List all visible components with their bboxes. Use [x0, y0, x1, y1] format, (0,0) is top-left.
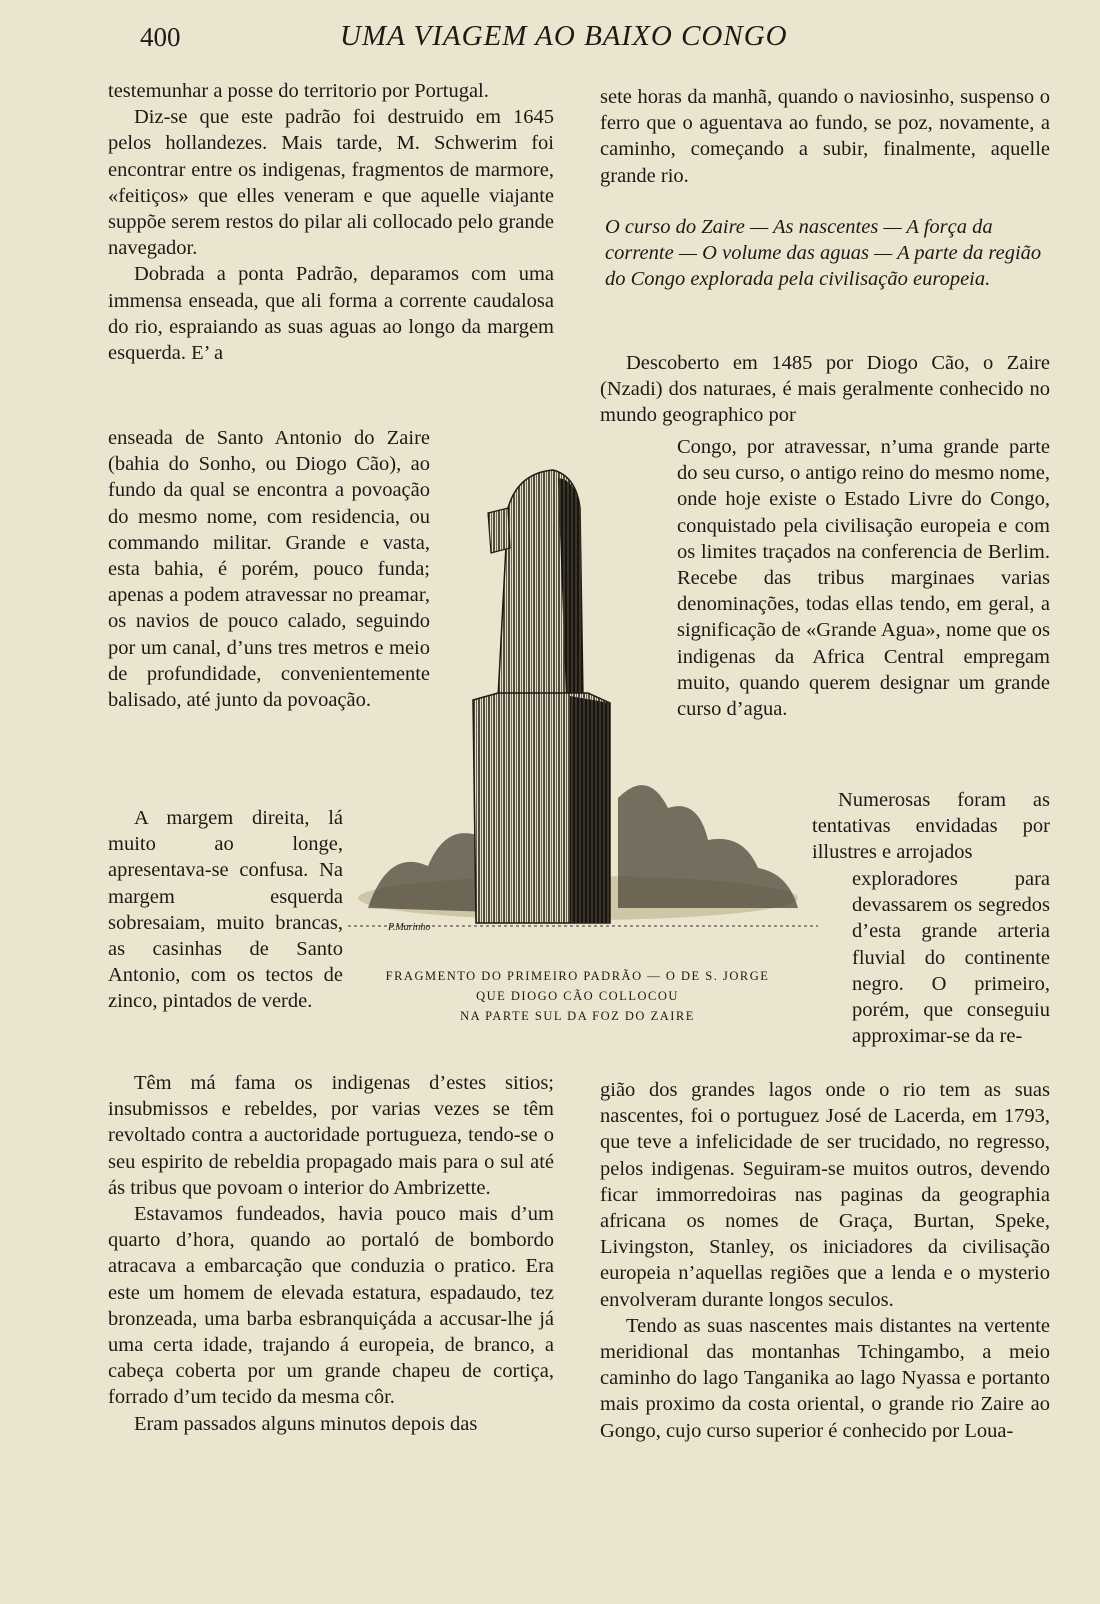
paragraph: A margem direita, lá muito ao longe, apresentava-se confusa. Na margem esquerda sobresaiam, muito brancas, as casinhas de Santo Antonio, com os tectos de zinco, pintados de verde. — [108, 807, 343, 1013]
paragraph: Estavamos fundeados, havia pouco mais d’um quarto d’hora, quando ao portaló de bombordo atracava a embarcação que conduzia o pratico. Era este um homem de elevada estatura, espadaudo, tez bronzeada, uma barba esbranquiçáda a accusar-lhe já uma certa idade, trajando á europeia, de branco, a cabeça coberta por um grande chapeu de cortiça, forrado d’um tecido da mesma côr. — [108, 1203, 554, 1409]
right-column-top — [600, 84, 1050, 189]
pillar-chipped-top — [488, 508, 510, 553]
pillar-engraving — [348, 468, 828, 946]
paragraph: Congo, por atravessar, n’uma grande parte do seu curso, o antigo reino do mesmo nome, onde hoje existe o Estado Livre do Congo, conquistado pela civilisação europeia e com os limites traçados na conferencia de Berlim. Recebe das tribus marginaes varias denominações, todas ellas tendo, em geral, a significação de «Grande Agua», nome que os indigenas da Africa Central empregam muito, quando querem designar um grande curso d’agua. — [677, 436, 1050, 721]
figure-caption — [340, 966, 815, 1026]
section-heading: O curso do Zaire — As nascentes — A força da corrente — O volume das aguas — A parte da região do Congo explorada pela civilisação europeia. — [605, 216, 1042, 291]
paragraph: Eram passados alguns minutos depois das — [134, 1412, 478, 1435]
paragraph: Diz-se que este padrão foi destruido em 1645 pelos hollandezes. Mais tarde, M. Schwerim foi encontrar entre os indigenas, fragmentos de marmore, «feitiços» que elles veneram e que aquelle viajante suppõe serem restos do pilar ali collocado pelo grande navegador. — [108, 106, 554, 260]
left-column-bottom — [108, 1070, 554, 1437]
caption-line: FRAGMENTO DO PRIMEIRO PADRÃO — O DE S. JORGE — [385, 969, 770, 983]
paragraph: Tendo as suas nascentes mais distantes na vertente meridional das montanhas Tchingambo, a meio caminho do lago Tanganika ao lago Nyassa e portanto mais proximo da costa oriental, o grande rio Zaire ao Gongo, cujo curso superior é conhecido por Loua- — [600, 1314, 1050, 1442]
paragraph: testemunhar a posse do territorio por Portugal. — [108, 80, 489, 102]
right-column-bottom — [600, 1077, 1050, 1444]
right-column-mid — [600, 350, 1050, 429]
paragraph: sete horas da manhã, quando o naviosinho, suspenso o ferro que o aguentava ao fundo, se poz, novamente, a caminho, começando a subir, finalmente, aquelle grande rio. — [600, 86, 1050, 187]
right-column-narrow-text — [812, 787, 1050, 866]
pillar-base-shade — [570, 696, 610, 923]
left-column-top — [108, 78, 554, 366]
paragraph: Descoberto em 1485 por Diogo Cão, o Zaire (Nzadi) dos naturaes, é mais geralmente conhecido no mundo geographico por — [600, 352, 1050, 427]
caption-line: QUE DIOGO CÃO COLLOCOU — [476, 989, 679, 1003]
paragraph: Têm má fama os indigenas d’estes sitios; insubmissos e rebeldes, por varias vezes se têm revoltado contra a auctoridade portugueza, tendo-se o seu espirito de rebeldia propagado mais para o sul até ás tribus que povoam o interior do Ambrizette. — [108, 1072, 554, 1199]
paragraph: Numerosas foram as tentativas envidadas por illustres e arrojados — [812, 789, 1050, 864]
paragraph: exploradores para devassarem os segredos d’esta grande arteria fluvial do continente negro. O primeiro, porém, que conseguiu approximar-se da re- — [852, 868, 1050, 1048]
paragraph: Dobrada a ponta Padrão, deparamos com uma immensa enseada, que ali forma a corrente caudalosa do rio, espraiando as suas aguas ao longo da margem esquerda. E’ a — [108, 263, 554, 365]
artist-signature: P.Marinho — [388, 922, 431, 933]
paragraph: gião dos grandes lagos onde o rio tem as suas nascentes, foi o portuguez José de Lacerda, em 1793, que teve a infelicidade de ser trucidado, no regresso, pelos indigenas. Seguiram-se muitos outros, devendo ficar immorredoiras nas paginas da geographia africana os nomes de Graça, Burtan, Speke, Livingston, Stanley, os iniciadores da civilisação europeia n’aquellas regiões que a lenda e o mysterio envolveram durante longos seculos. — [600, 1079, 1050, 1311]
caption-line: NA PARTE SUL DA FOZ DO ZAIRE — [460, 1009, 695, 1023]
left-column-narrow-text — [108, 805, 343, 1015]
right-column-narrow-text-2 — [852, 866, 1050, 1049]
running-title: UMA VIAGEM AO BAIXO CONGO — [340, 20, 788, 52]
page-number: 400 — [140, 22, 181, 52]
pillar-illustration — [348, 468, 828, 946]
paragraph: enseada de Santo Antonio do Zaire (bahia do Sonho, ou Diogo Cão), ao fundo da qual se encontra a povoação do mesmo nome, com residencia, ou commando militar. Grande e vasta, esta bahia, é porém, pouco funda; apenas a podem atravessar no preamar, os navios de pouco calado, seguindo por um canal, d’uns tres metros e meio de profundidade, convenientemente balisado, até junto da povoação. — [108, 427, 430, 712]
shrub-right — [618, 785, 798, 908]
